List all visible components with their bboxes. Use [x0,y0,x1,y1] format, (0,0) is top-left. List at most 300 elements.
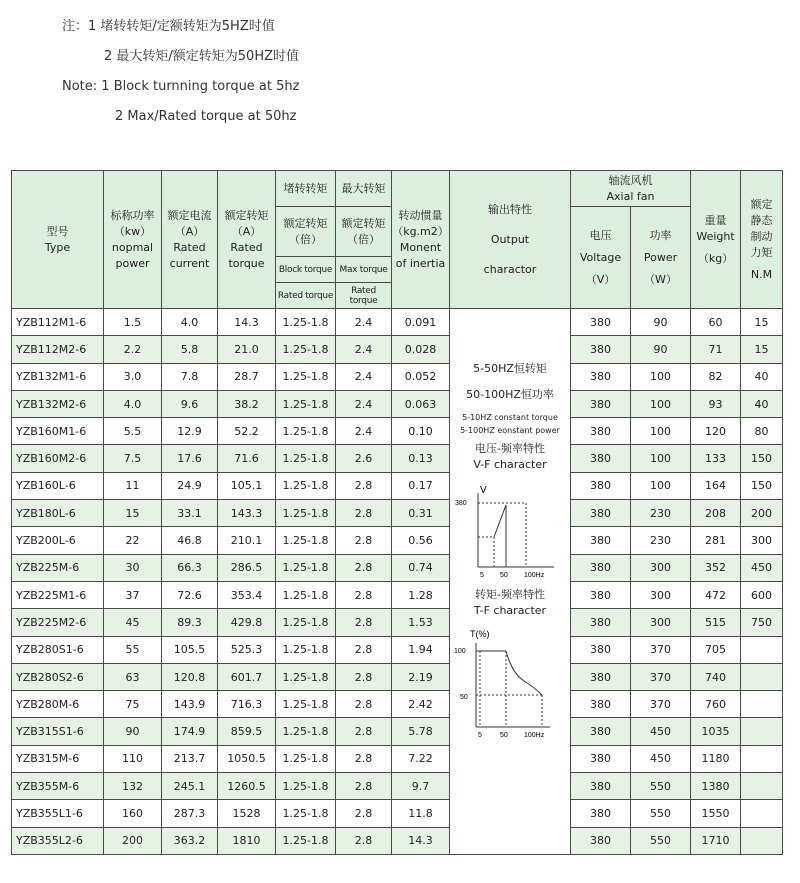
cell-voltage: 380 [571,445,631,472]
cell-voltage: 380 [571,636,631,663]
cell-model: YZB280S1-6 [12,636,104,663]
cell-brake [741,636,783,663]
header-torque [218,171,276,309]
cell-fan-power: 100 [631,472,691,499]
tf-const-power-curve [506,651,542,695]
cell-fan-power: 300 [631,609,691,636]
header-current-en2: current [169,256,210,270]
spec-body [12,309,783,855]
cell-inertia: 0.13 [392,445,450,472]
cell-max-ratio: 2.8 [336,500,392,527]
header-inertia [392,171,450,309]
header-weight-cn: 重量 [704,213,727,227]
cell-current: 66.3 [162,554,218,581]
table-row [12,636,783,663]
cell-power: 37 [104,581,162,608]
cell-weight: 133 [691,445,741,472]
cell-torque: 1050.5 [218,745,276,772]
cell-fan-power: 90 [631,336,691,363]
cell-block-ratio: 1.25-1.8 [276,445,336,472]
cell-max-ratio: 2.4 [336,363,392,390]
header-power-en2: power [115,256,150,270]
cell-torque: 28.7 [218,363,276,390]
cell-max-ratio: 2.4 [336,309,392,336]
cell-weight: 352 [691,554,741,581]
header-brake [741,171,783,309]
cell-power: 63 [104,663,162,690]
cell-block-ratio: 1.25-1.8 [276,718,336,745]
cell-power: 3.0 [104,363,162,390]
cell-inertia: 1.28 [392,581,450,608]
header-weight-en: Weight [696,229,735,243]
cell-weight: 1180 [691,745,741,772]
header-inertia-unit: （kg.m2） [392,224,449,238]
cell-current: 12.9 [162,418,218,445]
cell-block-ratio: 1.25-1.8 [276,636,336,663]
cell-model: YZB112M1-6 [12,309,104,336]
cell-torque: 1260.5 [218,773,276,800]
header-fan-power-unit: （W） [644,272,677,286]
cell-fan-power: 370 [631,691,691,718]
table-row [12,800,783,827]
cell-power: 200 [104,827,162,854]
cell-power: 22 [104,527,162,554]
cell-current: 174.9 [162,718,218,745]
cell-inertia: 0.74 [392,554,450,581]
cell-inertia: 2.19 [392,663,450,690]
tf-x-tick-100: 100Hz [524,732,545,739]
cell-max-ratio: 2.8 [336,609,392,636]
cell-block-ratio: 1.25-1.8 [276,800,336,827]
cell-weight: 472 [691,581,741,608]
header-brake-3: 制动 [750,229,773,243]
vf-chart [450,481,571,581]
cell-fan-power: 550 [631,800,691,827]
cell-weight: 515 [691,609,741,636]
cell-brake: 750 [741,609,783,636]
cell-fan-power: 450 [631,745,691,772]
vf-x-tick-5: 5 [480,572,484,579]
cell-current: 46.8 [162,527,218,554]
cell-torque: 105.1 [218,472,276,499]
cell-voltage: 380 [571,718,631,745]
cell-brake [741,827,783,854]
cell-brake: 15 [741,336,783,363]
header-voltage-cn: 电压 [589,228,612,242]
header-current [162,171,218,309]
cell-model: YZB315M-6 [12,745,104,772]
cell-voltage: 380 [571,309,631,336]
notes-block [62,12,299,132]
cell-model: YZB132M2-6 [12,390,104,417]
cell-brake: 40 [741,363,783,390]
cell-inertia: 0.17 [392,472,450,499]
header-brake-1: 额定 [750,197,773,211]
table-row [12,773,783,800]
cell-torque: 210.1 [218,527,276,554]
cell-current: 287.3 [162,800,218,827]
table-row [12,472,783,499]
cell-brake [741,800,783,827]
cell-weight: 705 [691,636,741,663]
output-line-2: 50-100HZ恒功率 [466,388,554,401]
cell-power: 45 [104,609,162,636]
cell-block-ratio: 1.25-1.8 [276,581,336,608]
cell-brake [741,691,783,718]
cell-fan-power: 230 [631,527,691,554]
cell-torque: 429.8 [218,609,276,636]
header-type [12,171,104,309]
cell-inertia: 0.063 [392,390,450,417]
cell-max-ratio: 2.4 [336,390,392,417]
cell-max-ratio: 2.6 [336,445,392,472]
header-output [450,171,571,309]
cell-brake [741,773,783,800]
header-current-unit: （A） [174,224,205,238]
header-voltage-unit: （V） [585,272,616,286]
cell-fan-power: 550 [631,827,691,854]
cell-torque: 353.4 [218,581,276,608]
header-rated-en-2: Rated torque [336,283,392,309]
table-row [12,554,783,581]
cell-power: 4.0 [104,390,162,417]
header-output-en2: charactor [483,262,537,276]
vf-title-cn: 电压-频率特性 [475,442,545,455]
table-row [12,309,783,336]
cell-brake [741,718,783,745]
cell-torque: 38.2 [218,390,276,417]
cell-brake: 300 [741,527,783,554]
cell-brake: 15 [741,309,783,336]
cell-fan-power: 100 [631,363,691,390]
output-line-4: 5-100HZ eonstant power [460,426,560,435]
header-current-en1: Rated [173,240,206,254]
cell-block-ratio: 1.25-1.8 [276,554,336,581]
cell-current: 105.5 [162,636,218,663]
cell-current: 143.9 [162,691,218,718]
cell-inertia: 0.028 [392,336,450,363]
cell-inertia: 14.3 [392,827,450,854]
header-type-cn: 型号 [46,224,69,238]
header-power-en1: nopmal [111,240,154,254]
cell-power: 55 [104,636,162,663]
header-brake-2: 静态 [750,213,773,227]
cell-max-ratio: 2.8 [336,745,392,772]
header-torque-en2: torque [228,256,265,270]
cell-model: YZB225M1-6 [12,581,104,608]
cell-weight: 164 [691,472,741,499]
header-fan-power [631,207,691,309]
cell-weight: 760 [691,691,741,718]
cell-model: YZB160L-6 [12,472,104,499]
table-row [12,527,783,554]
cell-inertia: 0.091 [392,309,450,336]
header-output-cn: 输出特性 [488,202,532,216]
cell-current: 7.8 [162,363,218,390]
cell-max-ratio: 2.8 [336,527,392,554]
header-weight [691,171,741,309]
cell-block-ratio: 1.25-1.8 [276,745,336,772]
header-voltage-en: Voltage [579,250,622,264]
cell-fan-power: 370 [631,663,691,690]
cell-power: 30 [104,554,162,581]
cell-current: 17.6 [162,445,218,472]
cell-voltage: 380 [571,800,631,827]
cell-torque: 71.6 [218,445,276,472]
tf-x-tick-5: 5 [478,732,482,739]
cell-max-ratio: 2.8 [336,581,392,608]
cell-torque: 286.5 [218,554,276,581]
cell-brake: 450 [741,554,783,581]
header-fan [571,171,691,207]
cell-model: YZB355L1-6 [12,800,104,827]
cell-current: 89.3 [162,609,218,636]
note-cn-2: 2 最大转矩/额定转矩为50HZ时值 [104,49,300,64]
header-brake-unit: N.M [750,267,773,281]
cell-torque: 1528 [218,800,276,827]
vf-y-tick: 380 [455,500,467,507]
cell-torque: 143.3 [218,500,276,527]
cell-block-ratio: 1.25-1.8 [276,418,336,445]
cell-voltage: 380 [571,773,631,800]
table-row [12,691,783,718]
cell-torque: 601.7 [218,663,276,690]
note-en-2: 2 Max/Rated torque at 50hz [115,109,297,124]
cell-block-ratio: 1.25-1.8 [276,336,336,363]
tf-title-cn: 转矩-频率特性 [475,588,545,601]
header-power-cn: 标称功率 [110,208,155,222]
cell-weight: 1710 [691,827,741,854]
tf-x-tick-50: 50 [500,732,508,739]
cell-brake: 150 [741,472,783,499]
cell-voltage: 380 [571,663,631,690]
cell-inertia: 2.42 [392,691,450,718]
cell-voltage: 380 [571,527,631,554]
header-brake-4: 力矩 [750,245,773,259]
cell-max-ratio: 2.8 [336,554,392,581]
cell-torque: 52.2 [218,418,276,445]
header-type-en: Type [44,240,71,254]
cell-torque: 525.3 [218,636,276,663]
header-fan-en: Axial fan [606,189,655,203]
cell-weight: 120 [691,418,741,445]
cell-fan-power: 90 [631,309,691,336]
note-en-1: Note: 1 Block turnning torque at 5hz [62,79,300,94]
header-inertia-cn: 转动惯量 [398,208,443,222]
cell-block-ratio: 1.25-1.8 [276,309,336,336]
cell-model: YZB225M2-6 [12,609,104,636]
cell-weight: 281 [691,527,741,554]
cell-brake: 40 [741,390,783,417]
tf-chart [450,623,571,743]
vf-x-tick-100: 100Hz [524,572,545,579]
header-block-ratio-cn: 额定转矩 [283,216,328,230]
cell-brake: 200 [741,500,783,527]
cell-max-ratio: 2.8 [336,773,392,800]
cell-fan-power: 300 [631,554,691,581]
cell-max-ratio: 2.8 [336,472,392,499]
table-row [12,718,783,745]
tf-title-en: T-F character [473,604,547,617]
cell-max-ratio: 2.8 [336,691,392,718]
header-voltage [571,207,631,309]
cell-weight: 60 [691,309,741,336]
cell-block-ratio: 1.25-1.8 [276,609,336,636]
tf-y-label: T(%) [470,629,490,639]
cell-power: 75 [104,691,162,718]
cell-inertia: 5.78 [392,718,450,745]
cell-fan-power: 100 [631,390,691,417]
cell-brake [741,745,783,772]
cell-model: YZB280S2-6 [12,663,104,690]
header-max-ratio [336,207,392,257]
cell-torque: 21.0 [218,336,276,363]
cell-weight: 208 [691,500,741,527]
cell-weight: 1035 [691,718,741,745]
cell-power: 5.5 [104,418,162,445]
header-weight-unit: （kg） [697,251,734,265]
output-characteristics-panel [450,309,570,743]
cell-inertia: 1.53 [392,609,450,636]
cell-model: YZB180L-6 [12,500,104,527]
cell-current: 213.7 [162,745,218,772]
cell-inertia: 0.10 [392,418,450,445]
cell-max-ratio: 2.4 [336,336,392,363]
table-row [12,418,783,445]
cell-current: 120.8 [162,663,218,690]
table-row [12,827,783,854]
cell-voltage: 380 [571,472,631,499]
header-current-cn: 额定电流 [167,208,212,222]
cell-block-ratio: 1.25-1.8 [276,363,336,390]
header-block-ratio-unit: （倍） [289,232,322,246]
header-block-ratio [276,207,336,257]
header-power [104,171,162,309]
header-max-en: Max torque [336,257,392,283]
cell-inertia: 0.052 [392,363,450,390]
tf-y-tick-50: 50 [460,694,468,701]
cell-inertia: 0.56 [392,527,450,554]
cell-block-ratio: 1.25-1.8 [276,691,336,718]
header-torque-cn: 额定转矩 [224,208,269,222]
table-row [12,363,783,390]
header-output-en1: Output [490,232,530,246]
cell-current: 24.9 [162,472,218,499]
cell-inertia: 1.94 [392,636,450,663]
cell-fan-power: 450 [631,718,691,745]
header-fan-power-cn: 功率 [649,228,672,242]
table-row [12,336,783,363]
output-line-1: 5-50HZ恒转矩 [473,362,547,375]
table-row [12,390,783,417]
cell-model: YZB112M2-6 [12,336,104,363]
cell-voltage: 380 [571,581,631,608]
motor-spec-table [11,170,783,855]
cell-torque: 1810 [218,827,276,854]
cell-weight: 71 [691,336,741,363]
cell-block-ratio: 1.25-1.8 [276,773,336,800]
cell-voltage: 380 [571,609,631,636]
header-block-cn: 堵转转矩 [276,171,336,207]
cell-current: 9.6 [162,390,218,417]
cell-fan-power: 370 [631,636,691,663]
cell-current: 363.2 [162,827,218,854]
cell-current: 72.6 [162,581,218,608]
cell-voltage: 380 [571,691,631,718]
cell-power: 7.5 [104,445,162,472]
cell-current: 33.1 [162,500,218,527]
cell-max-ratio: 2.4 [336,418,392,445]
cell-power: 15 [104,500,162,527]
cell-block-ratio: 1.25-1.8 [276,390,336,417]
cell-fan-power: 550 [631,773,691,800]
cell-inertia: 0.31 [392,500,450,527]
table-row [12,581,783,608]
cell-voltage: 380 [571,827,631,854]
output-characteristics-cell [450,309,571,855]
output-line-3: 5-10HZ constant torque [462,413,558,422]
cell-model: YZB280M-6 [12,691,104,718]
cell-block-ratio: 1.25-1.8 [276,472,336,499]
cell-brake: 600 [741,581,783,608]
cell-model: YZB315S1-6 [12,718,104,745]
header-max-cn: 最大转矩 [336,171,392,207]
cell-weight: 82 [691,363,741,390]
vf-x-tick-50: 50 [500,572,508,579]
cell-voltage: 380 [571,418,631,445]
cell-voltage: 380 [571,745,631,772]
cell-model: YZB160M1-6 [12,418,104,445]
cell-inertia: 7.22 [392,745,450,772]
header-torque-unit: （A） [231,224,262,238]
cell-voltage: 380 [571,336,631,363]
cell-model: YZB355M-6 [12,773,104,800]
header-rated-en-1: Rated torque [276,283,336,309]
note-cn-1: 注：1 堵转转矩/定额转矩为5HZ时值 [62,19,275,34]
cell-power: 1.5 [104,309,162,336]
header-inertia-en1: Monent [399,240,442,254]
cell-block-ratio: 1.25-1.8 [276,827,336,854]
vf-ramp [494,505,506,537]
cell-weight: 740 [691,663,741,690]
cell-voltage: 380 [571,554,631,581]
cell-inertia: 9.7 [392,773,450,800]
tf-y-tick-100: 100 [454,648,466,655]
cell-power: 132 [104,773,162,800]
cell-max-ratio: 2.8 [336,636,392,663]
cell-weight: 1380 [691,773,741,800]
cell-fan-power: 300 [631,581,691,608]
cell-torque: 716.3 [218,691,276,718]
cell-power: 90 [104,718,162,745]
cell-voltage: 380 [571,363,631,390]
vf-title-en: V-F character [473,458,547,471]
table-row [12,500,783,527]
cell-current: 5.8 [162,336,218,363]
cell-weight: 1550 [691,800,741,827]
cell-block-ratio: 1.25-1.8 [276,663,336,690]
header-fan-power-en: Power [643,250,678,264]
cell-max-ratio: 2.8 [336,718,392,745]
header-fan-cn: 轴流风机 [608,173,653,187]
cell-power: 160 [104,800,162,827]
header-power-unit: （kw） [113,224,152,238]
cell-voltage: 380 [571,390,631,417]
table-row [12,745,783,772]
cell-fan-power: 100 [631,418,691,445]
cell-model: YZB200L-6 [12,527,104,554]
cell-model: YZB132M1-6 [12,363,104,390]
